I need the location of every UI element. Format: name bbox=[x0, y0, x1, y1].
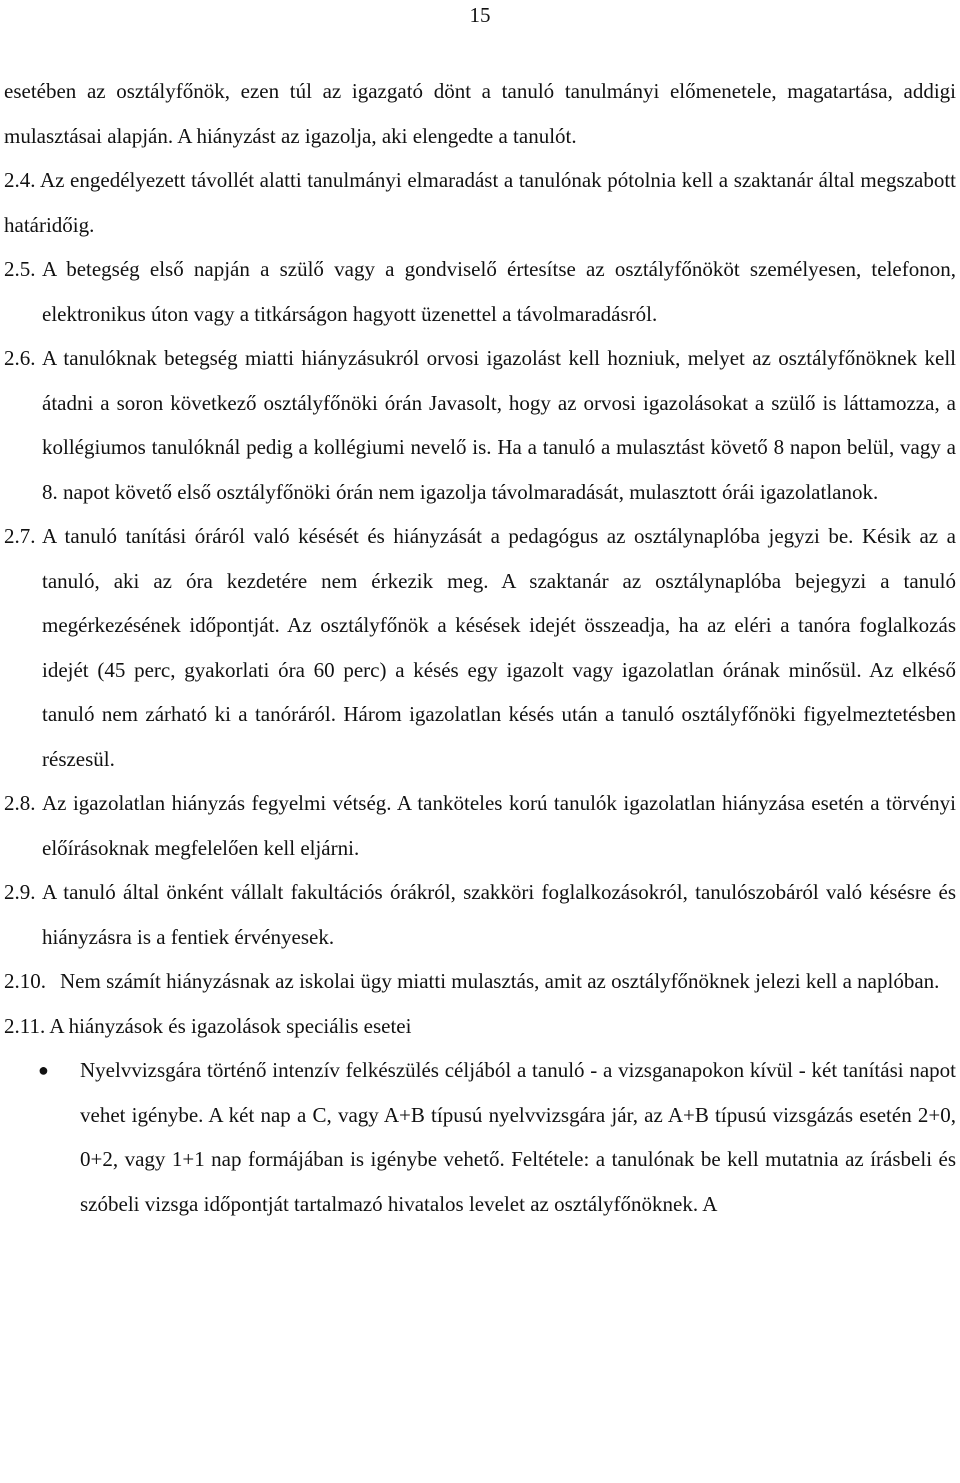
section-number: 2.9. bbox=[4, 880, 36, 904]
section-text: A tanuló tanítási óráról való késését és hiányzását a pedagógus az osztálynaplóba jegyzi be. Késik az a tanuló, aki az óra kezdetére nem érkezik meg. A szaktanár az osztálynaplóba bejegyzi a tanuló megérkezésének időpontját. Az osztályfőnök a késések idejét összeadja, ha az eléri a tanóra foglalkozás idejét (45 perc, gyakorlati óra 60 perc) a késés egy igazolt vagy igazolatlan órának minősül. Az elkéső tanuló nem zárható ki a tanóráról. Három igazolatlan késés után a tanuló osztályfőnöki figyelmeztetésben részesül. bbox=[42, 524, 956, 771]
section-text: Az engedélyezett távollét alatti tanulmányi elmaradást a tanulónak pótolnia kell a szaktanár által megszabott határidőig. bbox=[4, 168, 956, 237]
page-number: 15 bbox=[469, 3, 491, 27]
section-text: Az igazolatlan hiányzás fegyelmi vétség. A tanköteles korú tanulók igazolatlan hiányzása esetén a törvényi előírásoknak megfelelően kell eljárni. bbox=[42, 791, 956, 860]
section-number: 2.8. bbox=[4, 791, 36, 815]
section-text: A tanulóknak betegség miatti hiányzásukról orvosi igazolást kell hozniuk, melyet az osztályfőnöknek kell átadni a soron következő osztályfőnöki órán Javasolt, hogy az orvosi igazolásokat a szülő is láttamozza, a kollégiumos tanulóknál pedig a kollégiumi nevelő is. Ha a tanuló a mulasztást követő 8 napon belül, vagy a 8. napot követő első osztályfőnöki órán nem igazolja távolmaradását, mulasztott órái igazolatlanok. bbox=[42, 346, 956, 504]
list-item-text: Nyelvvizsgára történő intenzív felkészülés céljából a tanuló - a vizsganapokon kívül - két tanítási napot vehet igénybe. A két nap a C, vagy A+B típusú nyelvvizsgára jár, az A+B típusú vizsgázás esetén 2+0, 0+2, vagy 1+1 nap formájában is igénybe vehető. Feltétele: a tanulónak be kell mutatnia az írásbeli és szóbeli vizsga időpontját tartalmazó hivatalos levelet az osztályfőnöknek. A bbox=[80, 1058, 956, 1216]
section-text: A tanuló által önként vállalt fakultációs órákról, szakköri foglalkozásokról, tanulószobáról való késésre és hiányzásra is a fentiek érvényesek. bbox=[42, 880, 956, 949]
section-2-9 bbox=[4, 870, 956, 959]
section-number: 2.10. bbox=[4, 969, 46, 993]
list-item bbox=[38, 1048, 956, 1226]
section-text: Nem számít hiányzásnak az iskolai ügy miatti mulasztás, amit az osztályfőnöknek jelezi kell a naplóban. bbox=[60, 969, 940, 993]
section-2-8 bbox=[4, 781, 956, 870]
section-number: 2.11. bbox=[4, 1013, 46, 1038]
section-number: 2.7. bbox=[4, 524, 36, 548]
section-2-7 bbox=[4, 514, 956, 781]
section-2-6 bbox=[4, 336, 956, 514]
intro-paragraph: esetében az osztályfőnök, ezen túl az igazgató dönt a tanuló tanulmányi előmenetele, magatartása, addigi mulasztásai alapján. A hiányzást az igazolja, aki elengedte a tanulót. bbox=[4, 79, 956, 148]
section-number: 2.6. bbox=[4, 346, 36, 370]
section-number: 2.5. bbox=[4, 257, 36, 281]
section-text: A betegség első napján a szülő vagy a gondviselő értesítse az osztályfőnököt személyesen, telefonon, elektronikus úton vagy a titkárságon hagyott üzenettel a távolmaradásról. bbox=[42, 257, 956, 326]
section-number: 2.4. bbox=[4, 168, 36, 192]
section-2-11-heading bbox=[4, 1004, 956, 1049]
section-2-4 bbox=[4, 158, 956, 247]
page-body bbox=[4, 69, 956, 1226]
section-2-5 bbox=[4, 247, 956, 336]
section-2-10 bbox=[4, 959, 956, 1004]
section-title: A hiányzások és igazolások speciális esetei bbox=[49, 1013, 412, 1038]
special-cases-list bbox=[4, 1048, 956, 1226]
bullet-icon: ● bbox=[38, 1060, 49, 1080]
